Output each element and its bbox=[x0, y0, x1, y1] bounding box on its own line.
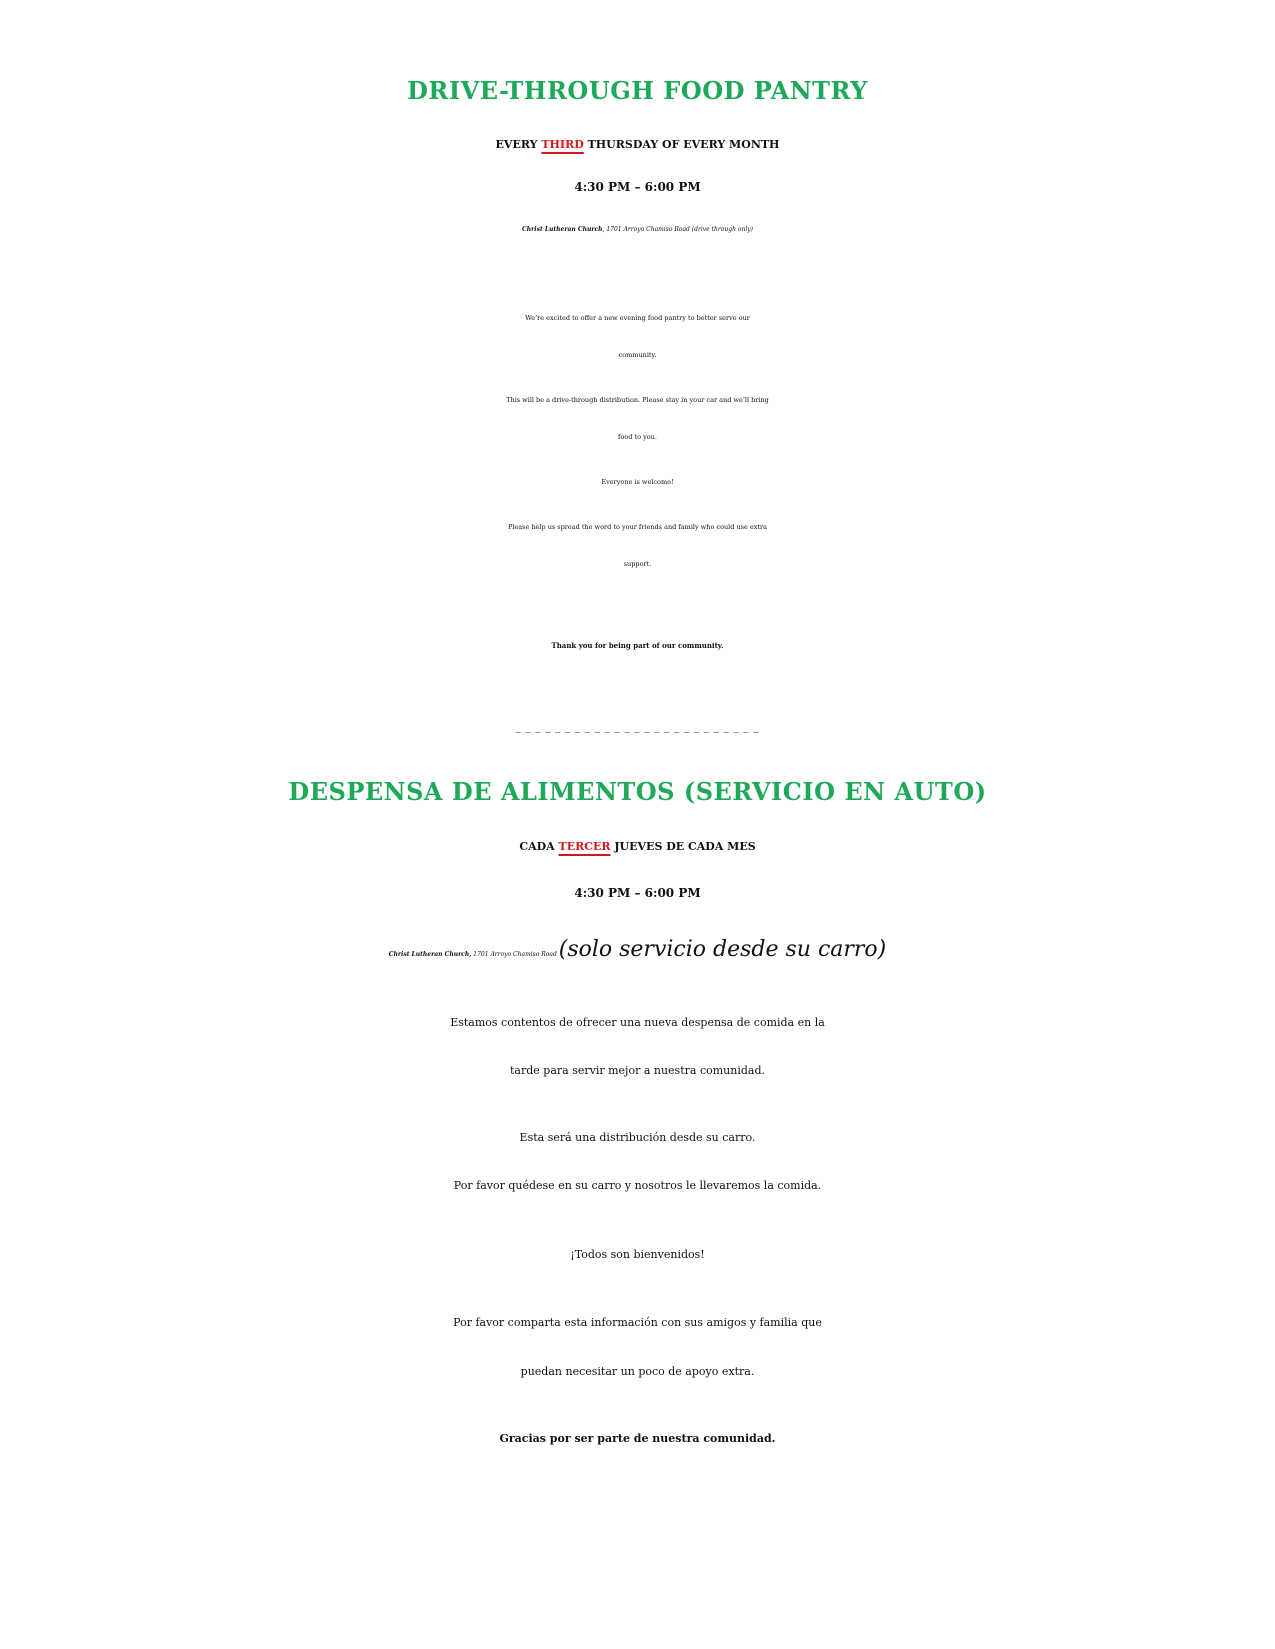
spanish-p1-line2: tarde para servir mejor a nuestra comunidad. bbox=[510, 1064, 765, 1077]
english-p3: Everyone is welcome! bbox=[601, 478, 674, 486]
spanish-p2-line1: Esta será una distribución desde su carro. bbox=[519, 1131, 756, 1144]
spanish-p2-line2: Por favor quédese en su carro y nosotros le llevaremos la comida. bbox=[453, 1179, 822, 1192]
english-p4-line1: Please help us spread the word to your friends and family who could use extra bbox=[507, 523, 768, 531]
english-time: 4:30 PM – 6:00 PM bbox=[574, 180, 701, 194]
english-thanks: Thank you for being part of our community. bbox=[551, 641, 724, 650]
english-schedule-before: EVERY bbox=[495, 138, 542, 151]
spanish-p1-line1: Estamos contentos de ofrecer una nueva despensa de comida en la bbox=[450, 1016, 825, 1029]
spanish-schedule-highlight: TERCER bbox=[558, 840, 611, 853]
spanish-time: 4:30 PM – 6:00 PM bbox=[574, 886, 701, 900]
spanish-thanks: Gracias por ser parte de nuestra comunidad. bbox=[499, 1432, 776, 1445]
spanish-schedule-before: CADA bbox=[519, 840, 559, 853]
english-location-rest: , 1701 Arroyo Chamiso Road (drive through only) bbox=[602, 226, 753, 233]
spanish-location-name: Christ Lutheran Church, bbox=[388, 951, 472, 958]
spanish-schedule bbox=[0, 840, 1275, 853]
english-schedule-highlight: THIRD bbox=[541, 138, 584, 151]
spanish-location-rest: 1701 Arroyo Chamiso Road bbox=[471, 951, 559, 958]
english-schedule bbox=[0, 138, 1275, 151]
spanish-location-note: (solo servicio desde su carro) bbox=[558, 937, 887, 962]
section-divider: — — — — — — — — — — — — — — — — — — — — — — — — — bbox=[515, 729, 760, 736]
english-location bbox=[0, 226, 1275, 233]
english-schedule-after: THURSDAY OF EVERY MONTH bbox=[583, 138, 780, 151]
english-p2-line2: food to you. bbox=[618, 433, 657, 441]
spanish-schedule-after: JUEVES DE CADA MES bbox=[610, 840, 756, 853]
spanish-p4-line1: Por favor comparta esta información con sus amigos y familia que bbox=[453, 1316, 822, 1329]
spanish-location bbox=[0, 937, 1275, 962]
english-location-name: Christ Lutheran Church bbox=[522, 226, 603, 233]
english-p2-line1: This will be a drive-through distribution. Please stay in your car and we’ll bring bbox=[506, 396, 769, 404]
english-p1-line2: community. bbox=[618, 351, 657, 359]
spanish-title: DESPENSA DE ALIMENTOS (SERVICIO EN AUTO) bbox=[288, 777, 987, 806]
spanish-p3: ¡Todos son bienvenidos! bbox=[570, 1248, 705, 1261]
english-p4-line2: support. bbox=[623, 560, 652, 568]
english-title: DRIVE-THROUGH FOOD PANTRY bbox=[407, 76, 868, 105]
spanish-p4-line2: puedan necesitar un poco de apoyo extra. bbox=[520, 1365, 755, 1378]
english-p1-line1: We’re excited to offer a new evening food pantry to better serve our bbox=[525, 314, 750, 322]
